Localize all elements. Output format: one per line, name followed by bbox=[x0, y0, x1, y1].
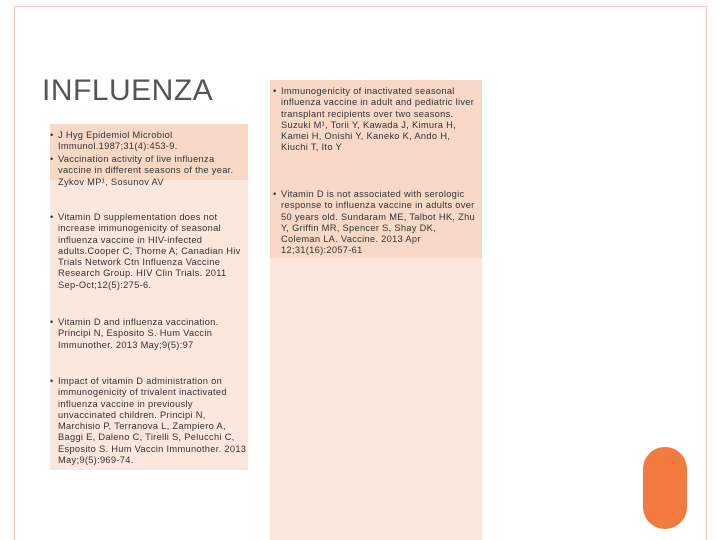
reference-text: Impact of vitamin D administration on immunogenicity of trivalent inactivated influenza vaccine in previously unvaccinated children. Principi N, Marchisio P, Terranova L, Zampiero A, Baggi E, Daleno C, Tirelli S, Pelucchi C, Esposito S. Hum Vaccin Immunother. 2013 May;9(5):969-74. bbox=[58, 376, 247, 466]
bullet-icon: • bbox=[50, 154, 54, 164]
reference-item bbox=[50, 154, 245, 188]
bullet-icon: • bbox=[50, 130, 54, 140]
reference-text: Vaccination activity of live influenza vaccine in different seasons of the year. Zykov MP¹, Sosunov AV bbox=[58, 154, 234, 187]
bullet-icon: • bbox=[273, 86, 277, 96]
reference-item bbox=[50, 317, 245, 351]
reference-text: J Hyg Epidemiol Microbiol Immunol.1987;31(4):453-9. bbox=[58, 130, 178, 152]
reference-item bbox=[273, 86, 476, 154]
reference-text: Immunogenicity of inactivated seasonal influenza vaccine in adult and pediatric liver transplant recipients over two seasons. Suzuki M¹, Torii Y, Kawada J, Kimura H, Kamei H, Onishi Y, Kaneko K, Ando H, Kiuchi T, Ito Y bbox=[281, 86, 475, 153]
reference-item bbox=[273, 189, 476, 257]
reference-text: Vitamin D supplementation does not increase immunogenicity of seasonal influenza vaccine in HIV-infected adults.Cooper C, Thorne A; Canadian Hiv Trials Network Ctn Influenza Vaccine Research Group. HIV Clin Trials. 2011 Sep-Oct;12(5):275-6. bbox=[58, 212, 241, 290]
bullet-icon: • bbox=[50, 317, 54, 327]
bullet-icon: • bbox=[273, 189, 277, 199]
reference-text: Vitamin D is not associated with serologic response to influenza vaccine in adults over 50 years old. Sundaram ME, Talbot HK, Zhu Y, Griffin MR, Spencer S, Shay DK, Coleman LA. Vaccine. 2013 Apr 12;31(16):2057-61 bbox=[281, 189, 476, 256]
reference-item bbox=[50, 130, 240, 153]
reference-text: Vitamin D and influenza vaccination. Principi N, Esposito S. Hum Vaccin Immunother. 2013 May;9(5):97 bbox=[58, 317, 219, 350]
reference-item bbox=[50, 376, 249, 466]
bullet-icon: • bbox=[50, 376, 54, 386]
bullet-icon: • bbox=[50, 212, 54, 222]
slide-title: INFLUENZA bbox=[42, 74, 214, 107]
reference-item bbox=[50, 212, 249, 291]
decorative-accent-shape bbox=[643, 447, 687, 529]
